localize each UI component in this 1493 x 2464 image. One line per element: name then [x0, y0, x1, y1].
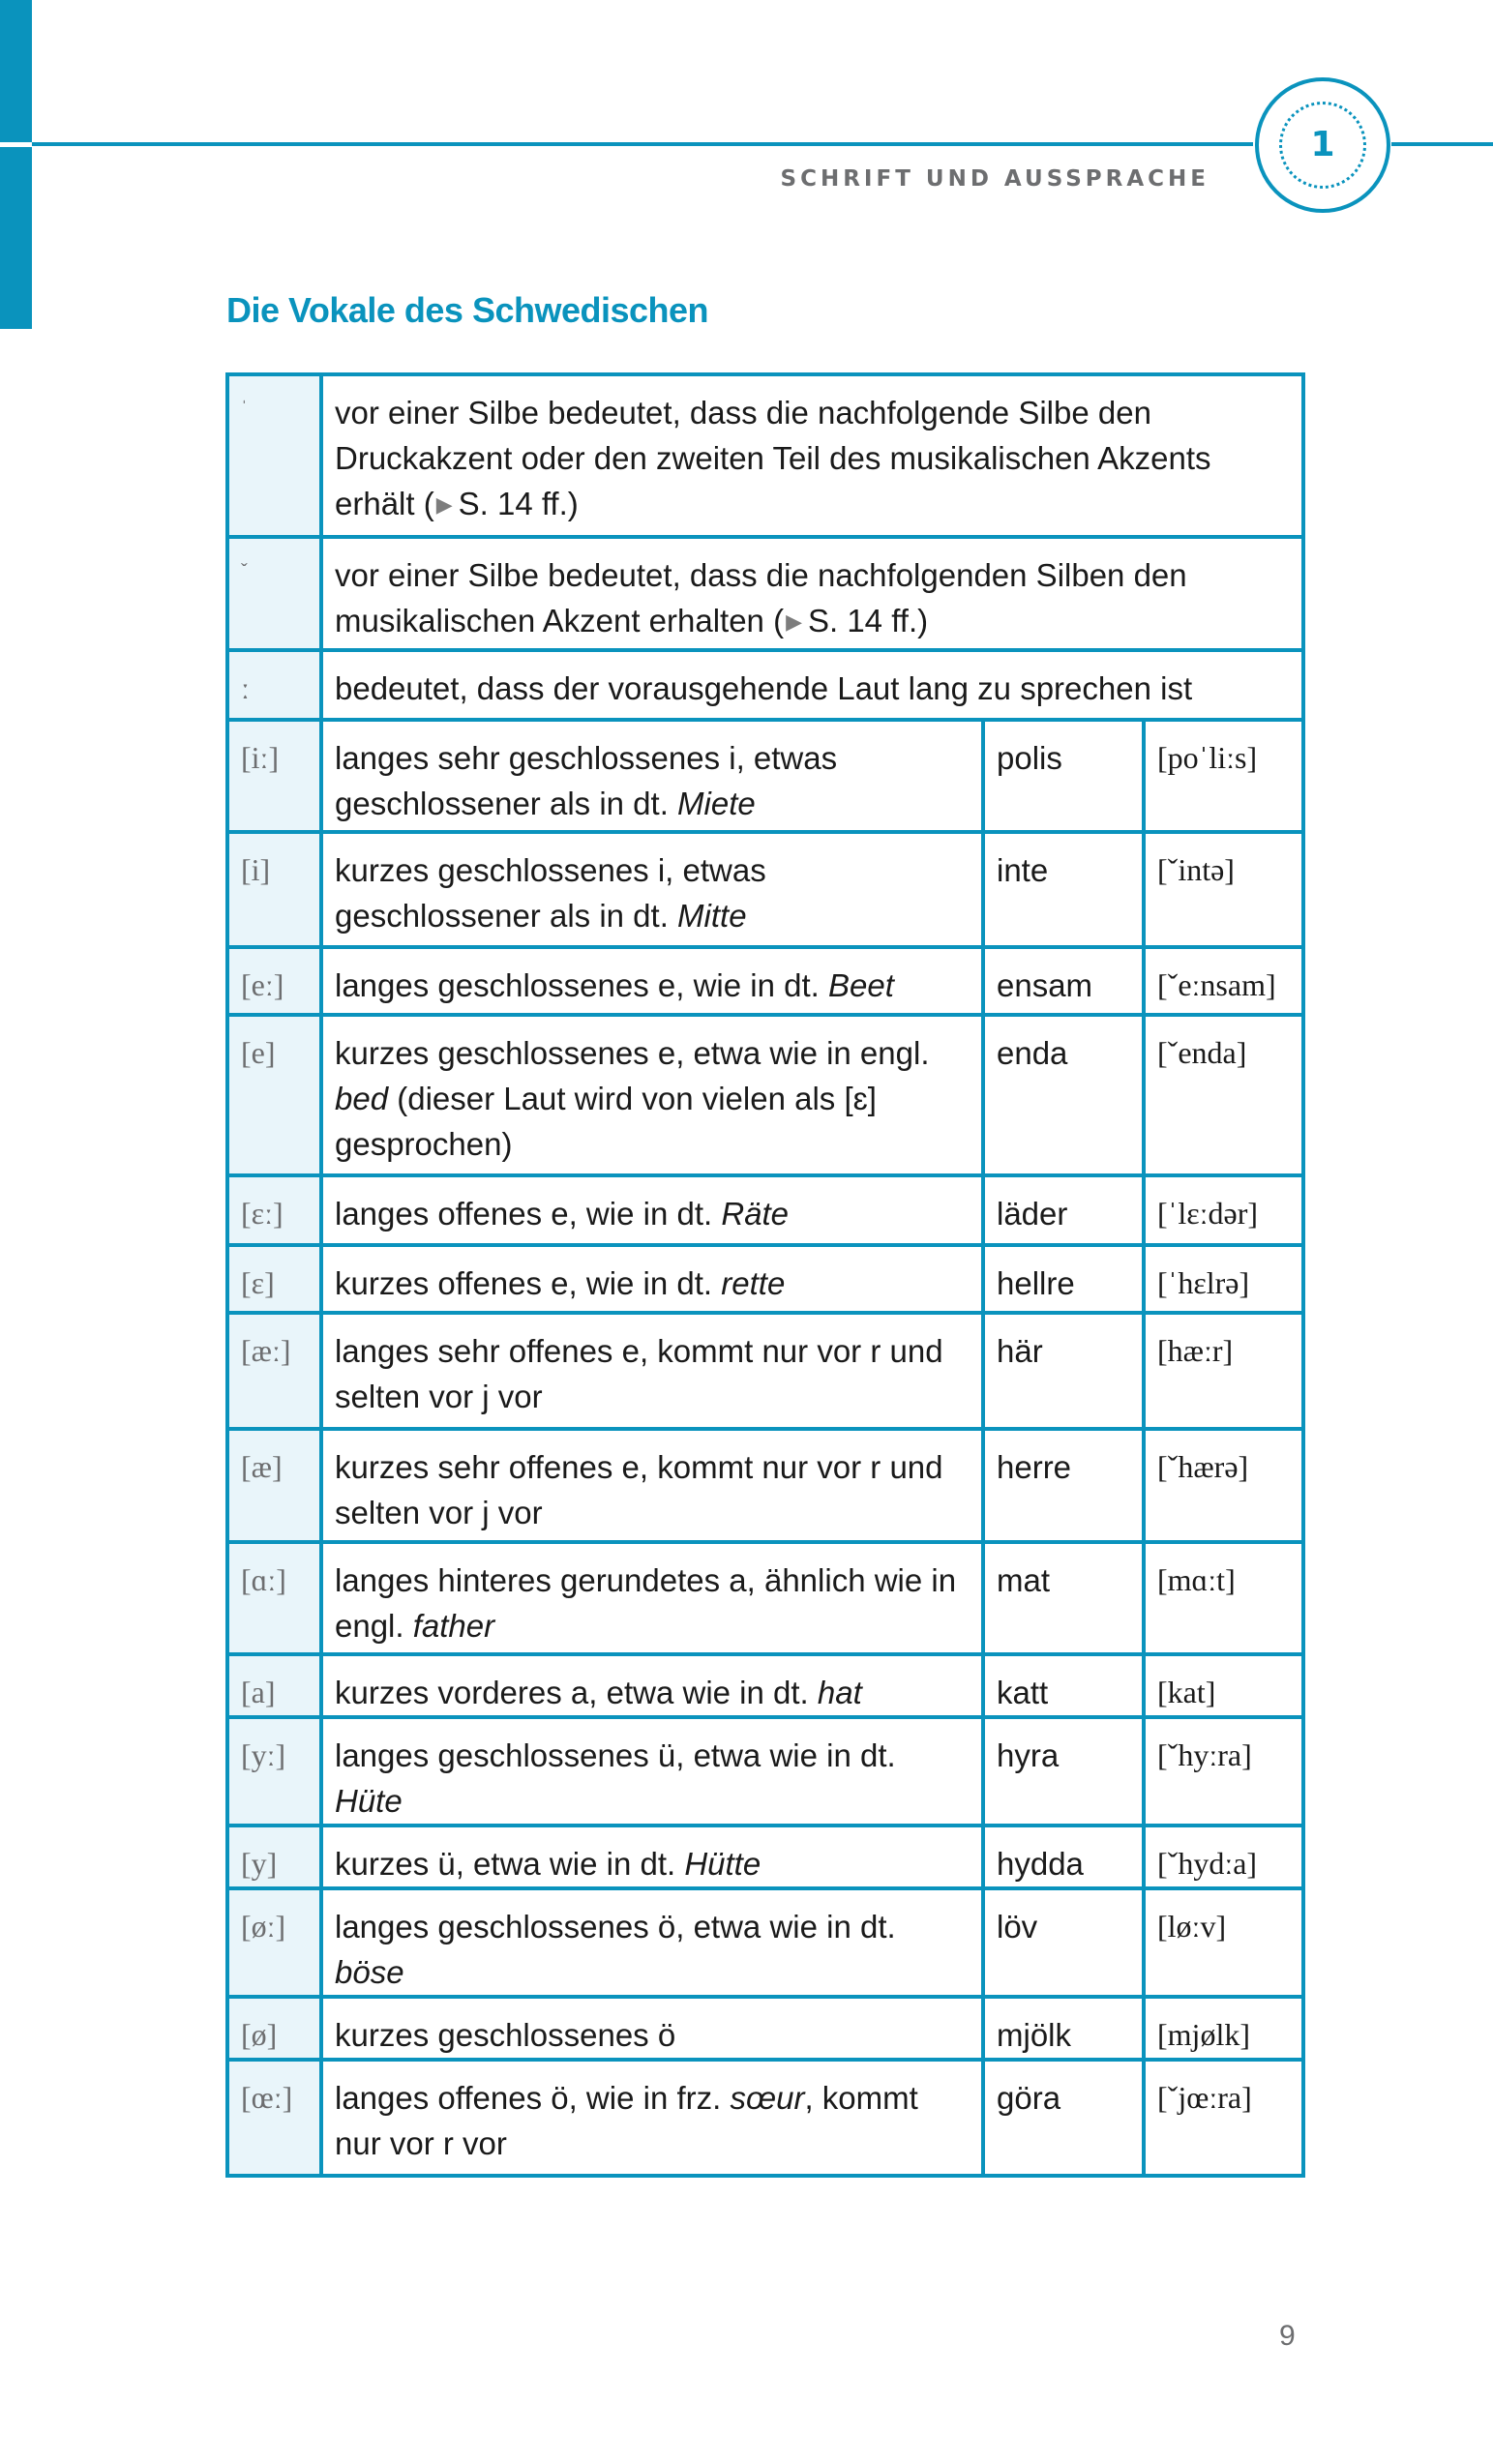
header-rule — [32, 142, 1253, 146]
ipa-symbol: [eː] — [227, 947, 321, 1015]
note-row-stress — [227, 374, 1303, 537]
table-row — [227, 1654, 1303, 1717]
chapter-number: 1 — [1310, 125, 1335, 164]
vowel-description: langes sehr offenes e, kommt nur vor r und selten vor j vor — [321, 1313, 983, 1429]
table-row — [227, 1313, 1303, 1429]
table-row — [227, 1429, 1303, 1542]
example-word: inte — [983, 832, 1144, 947]
caron-accent-icon: ˇ — [241, 560, 248, 581]
example-word: läder — [983, 1175, 1144, 1245]
example-transcription: [ˇhyːra] — [1144, 1717, 1303, 1826]
vowel-description: langes offenes ö, wie in frz. sœur, kommt nur vor r vor — [321, 2060, 983, 2176]
ipa-symbol: [æ] — [227, 1429, 321, 1542]
example-transcription: [ˇhydːa] — [1144, 1826, 1303, 1888]
example-transcription: [ˇintə] — [1144, 832, 1303, 947]
example-word: göra — [983, 2060, 1144, 2176]
vowel-description: langes offenes e, wie in dt. Räte — [321, 1175, 983, 1245]
ipa-symbol: [a] — [227, 1654, 321, 1717]
desc-emphasis: bed — [335, 1081, 389, 1116]
vowel-description: langes sehr geschlossenes i, etwas geschlossener als in dt. Miete — [321, 720, 983, 832]
example-word: hellre — [983, 1245, 1144, 1313]
example-transcription: [mɑːt] — [1144, 1542, 1303, 1654]
ipa-symbol: [y] — [227, 1826, 321, 1888]
example-transcription: [kat] — [1144, 1654, 1303, 1717]
ipa-symbol: [ɑː] — [227, 1542, 321, 1654]
example-word: ensam — [983, 947, 1144, 1015]
table-row — [227, 720, 1303, 832]
example-word: katt — [983, 1654, 1144, 1717]
example-word: här — [983, 1313, 1144, 1429]
table-row — [227, 1175, 1303, 1245]
example-word: löv — [983, 1888, 1144, 1997]
stress-mark-icon: ˈ — [241, 398, 248, 419]
vowel-description: kurzes ü, etwa wie in dt. Hütte — [321, 1826, 983, 1888]
table-row — [227, 832, 1303, 947]
example-word: hyra — [983, 1717, 1144, 1826]
page-ref-link[interactable]: S. 14 ff. — [807, 603, 918, 638]
example-transcription: [ˈhɛlrə] — [1144, 1245, 1303, 1313]
example-word: enda — [983, 1015, 1144, 1175]
chapter-side-tab — [0, 0, 32, 329]
example-transcription: [mjølk] — [1144, 1997, 1303, 2060]
ipa-symbol: [æː] — [227, 1313, 321, 1429]
note-text: vor einer Silbe bedeutet, dass die nachfolgende Silbe den Druckakzent oder den zweiten Teil des musikalischen Akzents erhält (▶ S. 14 ff.) — [321, 374, 1303, 537]
note-row-length — [227, 650, 1303, 720]
table-row — [227, 947, 1303, 1015]
ipa-symbol: [iː] — [227, 720, 321, 832]
ipa-symbol: [øː] — [227, 1888, 321, 1997]
page-title: Die Vokale des Schwedischen — [226, 290, 709, 330]
example-word: herre — [983, 1429, 1144, 1542]
table-row — [227, 2060, 1303, 2176]
example-transcription: [ˇhærə] — [1144, 1429, 1303, 1542]
table-row — [227, 1015, 1303, 1175]
header-rule-right — [1391, 142, 1493, 146]
section-label: SCHRIFT UND AUSSPRACHE — [780, 166, 1209, 192]
example-word: polis — [983, 720, 1144, 832]
ipa-symbol: [ɛː] — [227, 1175, 321, 1245]
table-row — [227, 1717, 1303, 1826]
page-number: 9 — [1279, 2320, 1296, 2352]
vowel-description: langes geschlossenes ü, etwa wie in dt. Hüte — [321, 1717, 983, 1826]
page-ref-arrow-icon: ▶ — [786, 609, 802, 634]
note-row-musical-accent — [227, 537, 1303, 650]
example-word: mat — [983, 1542, 1144, 1654]
table-row — [227, 1997, 1303, 2060]
example-transcription: [ˇjœːra] — [1144, 2060, 1303, 2176]
vowel-description: kurzes geschlossenes ö — [321, 1997, 983, 2060]
ipa-symbol: [yː] — [227, 1717, 321, 1826]
vowel-description: kurzes sehr offenes e, kommt nur vor r und selten vor j vor — [321, 1429, 983, 1542]
example-word: mjölk — [983, 1997, 1144, 2060]
example-transcription: [løːv] — [1144, 1888, 1303, 1997]
side-tab-gap — [0, 142, 32, 147]
example-transcription: [ˇeːnsam] — [1144, 947, 1303, 1015]
vowel-description: kurzes geschlossenes e, etwa wie in engl. bed (dieser Laut wird von vielen als [ɛ] gesprochen) — [321, 1015, 983, 1175]
vowel-table — [225, 372, 1305, 2178]
note-text: vor einer Silbe bedeutet, dass die nachfolgenden Silben den musikalischen Akzent erhalten (▶ S. 14 ff.) — [321, 537, 1303, 650]
ipa-symbol: [e] — [227, 1015, 321, 1175]
vowel-description: kurzes geschlossenes i, etwas geschlossener als in dt. Mitte — [321, 832, 983, 947]
example-transcription: [poˈliːs] — [1144, 720, 1303, 832]
ipa-symbol: [œː] — [227, 2060, 321, 2176]
table-row — [227, 1826, 1303, 1888]
vowel-description: langes geschlossenes e, wie in dt. Beet — [321, 947, 983, 1015]
chapter-badge — [1255, 77, 1390, 213]
vowel-description: langes hinteres gerundetes a, ähnlich wie in engl. father — [321, 1542, 983, 1654]
table-row — [227, 1542, 1303, 1654]
example-transcription: [hæːr] — [1144, 1313, 1303, 1429]
vowel-description: langes geschlossenes ö, etwa wie in dt. böse — [321, 1888, 983, 1997]
chapter-badge-dotted-ring — [1279, 102, 1366, 189]
vowel-description: kurzes offenes e, wie in dt. rette — [321, 1245, 983, 1313]
symbol-cell — [227, 650, 321, 720]
example-word: hydda — [983, 1826, 1144, 1888]
ipa-symbol: [i] — [227, 832, 321, 947]
page-ref-link[interactable]: S. 14 ff. — [458, 486, 568, 521]
symbol-cell — [227, 537, 321, 650]
ipa-symbol: [ø] — [227, 1997, 321, 2060]
vowel-description: kurzes vorderes a, etwa wie in dt. hat — [321, 1654, 983, 1717]
table-row — [227, 1888, 1303, 1997]
page-ref-arrow-icon: ▶ — [435, 492, 453, 517]
length-mark-icon: ː — [241, 670, 250, 705]
example-transcription: [ˈlɛːdər] — [1144, 1175, 1303, 1245]
ipa-symbol: [ɛ] — [227, 1245, 321, 1313]
table-row — [227, 1245, 1303, 1313]
symbol-cell — [227, 374, 321, 537]
note-text: bedeutet, dass der vorausgehende Laut lang zu sprechen ist — [321, 650, 1303, 720]
example-transcription: [ˇenda] — [1144, 1015, 1303, 1175]
